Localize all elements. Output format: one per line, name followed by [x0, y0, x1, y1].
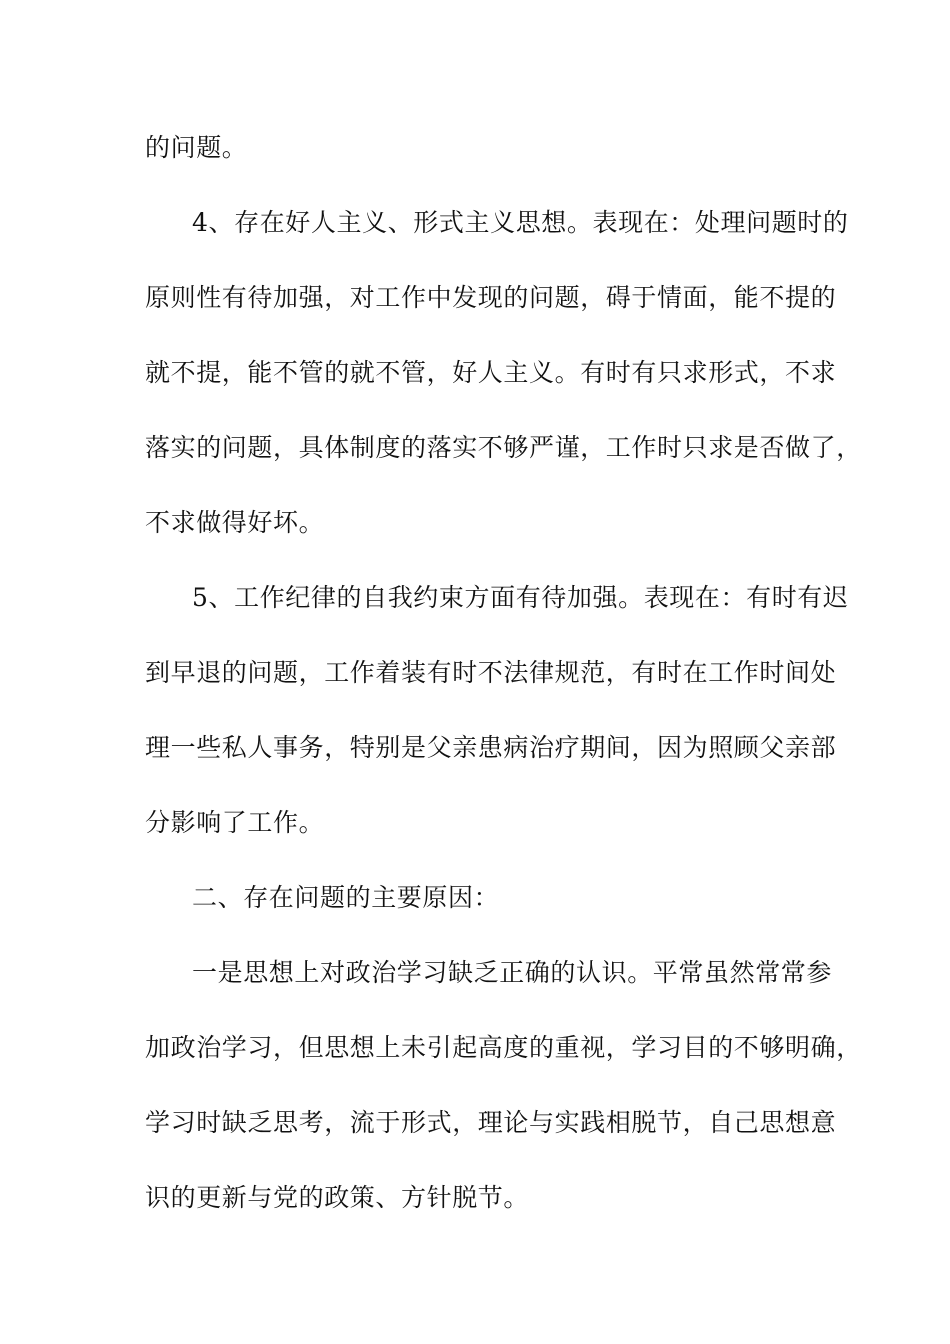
paragraph-line: 就不提，能不管的就不管，好人主义。有时有只求形式，不求 [145, 358, 837, 387]
paragraph-line: 一是思想上对政治学习缺乏正确的认识。平常虽然常常参 [192, 958, 833, 987]
paragraph-line: 不求做得好坏。 [145, 508, 325, 537]
paragraph-line: 原则性有待加强，对工作中发现的问题，碍于情面，能不提的 [145, 283, 837, 312]
paragraph-line: 识的更新与党的政策、方针脱节。 [145, 1183, 530, 1212]
paragraph-line: 分影响了工作。 [145, 808, 325, 837]
section-heading: 二、存在问题的主要原因： [192, 883, 500, 912]
paragraph-line: 理一些私人事务，特别是父亲患病治疗期间，因为照顾父亲部 [145, 733, 837, 762]
paragraph-line: 的问题。 [145, 133, 248, 162]
paragraph-line: 落实的问题，具体制度的落实不够严谨，工作时只求是否做了， [145, 433, 862, 462]
paragraph-line: 到早退的问题，工作着装有时不法律规范，有时在工作时间处 [145, 658, 837, 687]
paragraph-line: 4、存在好人主义、形式主义思想。表现在：处理问题时的 [192, 208, 849, 237]
paragraph-line: 5、工作纪律的自我约束方面有待加强。表现在：有时有迟 [192, 583, 849, 612]
paragraph-line: 加政治学习，但思想上未引起高度的重视，学习目的不够明确， [145, 1033, 862, 1062]
paragraph-line: 学习时缺乏思考，流于形式，理论与实践相脱节，自己思想意 [145, 1108, 837, 1137]
